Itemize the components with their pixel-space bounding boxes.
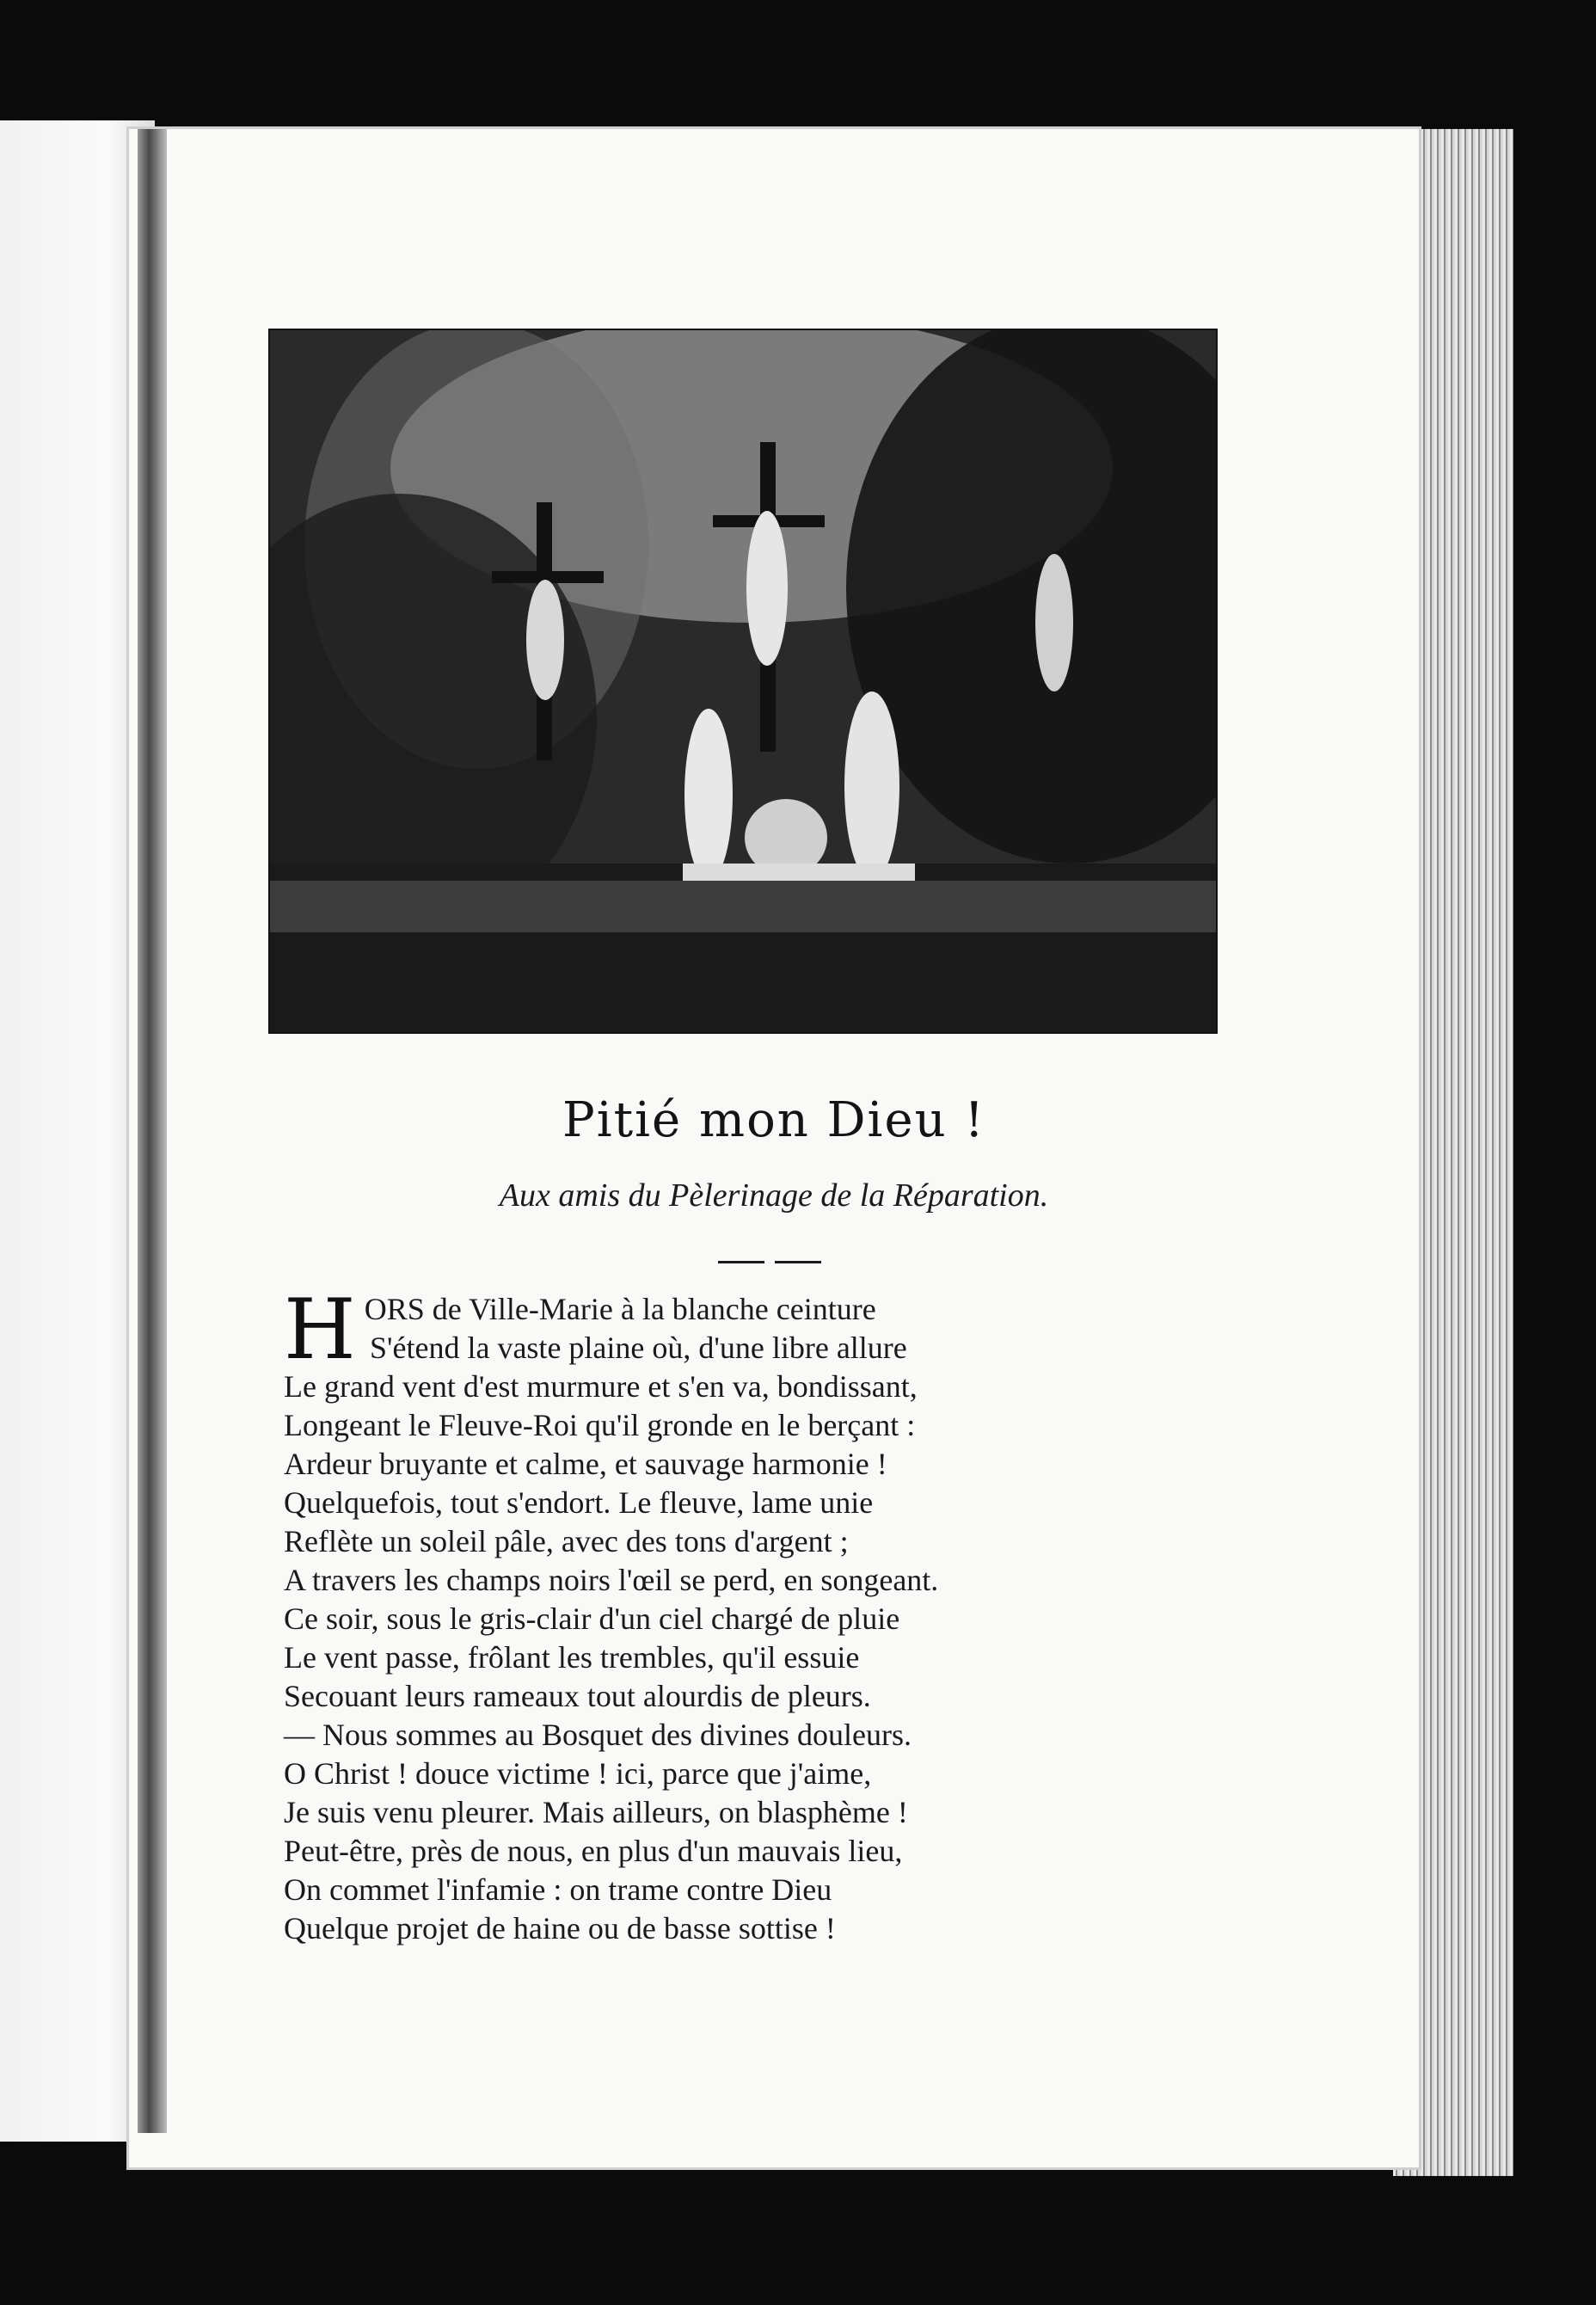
book-gutter bbox=[138, 129, 167, 2133]
title-divider bbox=[718, 1261, 821, 1263]
poem-line: S'étend la vaste plaine où, d'une libre allure bbox=[370, 1331, 907, 1365]
poem-line: Le grand vent d'est murmure et s'en va, bondissant, bbox=[284, 1369, 918, 1404]
poem-line: A travers les champs noirs l'œil se perd, en songeant. bbox=[284, 1563, 939, 1597]
poem-line: O Christ ! douce victime ! ici, parce que j'aime, bbox=[284, 1756, 872, 1791]
poem-line: ORS de Ville-Marie à la blanche ceinture bbox=[364, 1292, 876, 1326]
poem-body bbox=[284, 1282, 1316, 1948]
calvary-photograph bbox=[268, 329, 1218, 1034]
poem-line: On commet l'infamie : on trame contre Dieu bbox=[284, 1872, 832, 1907]
poem-line: Ardeur bruyante et calme, et sauvage harmonie ! bbox=[284, 1447, 887, 1481]
book-page bbox=[129, 129, 1419, 2167]
poem-line: Je suis venu pleurer. Mais ailleurs, on blasphème ! bbox=[284, 1795, 908, 1829]
poem-title: Pitié mon Dieu ! bbox=[562, 1092, 985, 1148]
poem-line: Ce soir, sous le gris-clair d'un ciel chargé de pluie bbox=[284, 1601, 900, 1636]
poem-line: Longeant le Fleuve-Roi qu'il gronde en le berçant : bbox=[284, 1408, 916, 1442]
poem-line: Peut-être, près de nous, en plus d'un mauvais lieu, bbox=[284, 1834, 903, 1868]
poem-dedication: Aux amis du Pèlerinage de la Réparation. bbox=[499, 1177, 1049, 1214]
poem-line: Quelquefois, tout s'endort. Le fleuve, lame unie bbox=[284, 1485, 874, 1520]
poem-line: Quelque projet de haine ou de basse sottise ! bbox=[284, 1911, 836, 1945]
poem-line: Reflète un soleil pâle, avec des tons d'argent ; bbox=[284, 1524, 849, 1558]
poem-line: Le vent passe, frôlant les trembles, qu'il essuie bbox=[284, 1640, 860, 1675]
poem-line: Secouant leurs rameaux tout alourdis de pleurs. bbox=[284, 1679, 871, 1713]
poem-line: — Nous sommes au Bosquet des divines douleurs. bbox=[284, 1718, 912, 1752]
drop-cap: H bbox=[284, 1282, 356, 1378]
calvary-scene-image bbox=[270, 330, 1216, 1032]
